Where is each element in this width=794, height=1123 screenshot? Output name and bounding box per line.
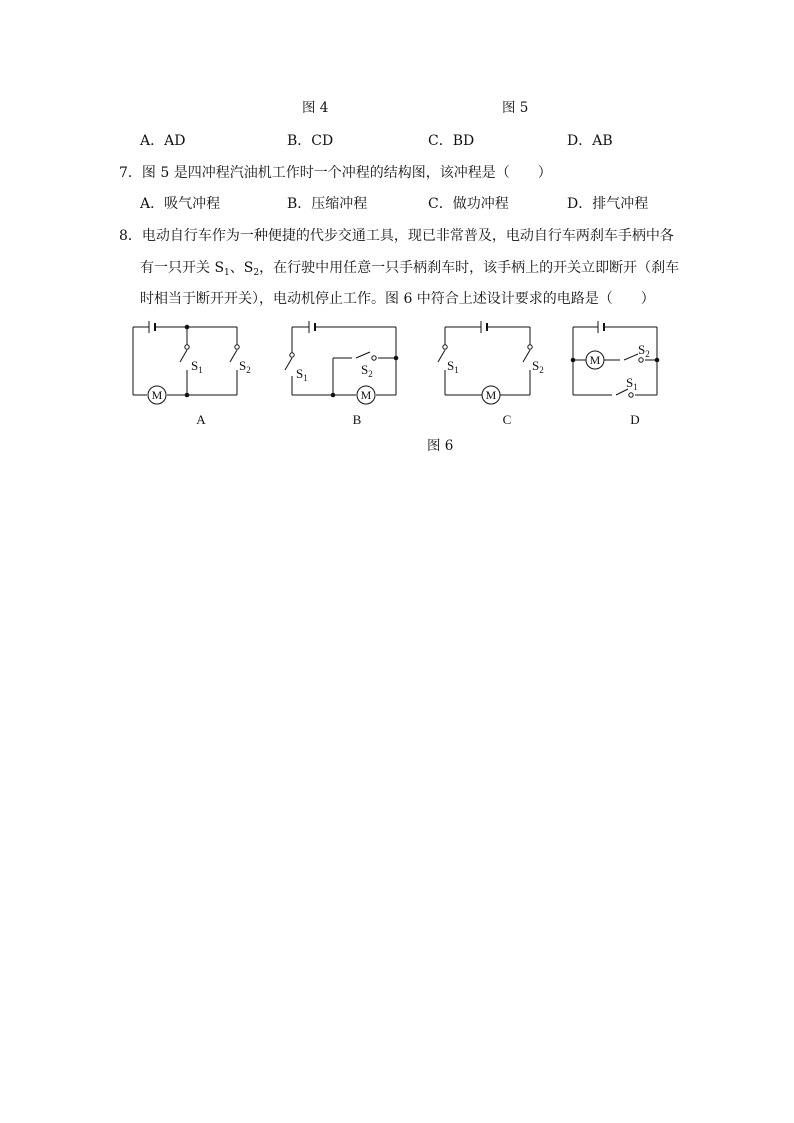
switch-s2-blade bbox=[523, 350, 530, 362]
circuit-b-label: B bbox=[352, 412, 362, 427]
junction-dot bbox=[571, 358, 576, 363]
figure-6-circuits bbox=[0, 0, 794, 470]
switch-s1-blade bbox=[180, 350, 187, 362]
motor-label: M bbox=[151, 388, 163, 402]
junction-dot bbox=[185, 325, 190, 330]
junction-dot bbox=[655, 358, 660, 363]
q6-option-c: C．BD bbox=[428, 133, 475, 149]
junction-dot bbox=[185, 393, 190, 398]
q6-option-d: D．AB bbox=[567, 133, 613, 149]
junction-dot bbox=[331, 393, 336, 398]
switch-s1-blade bbox=[438, 350, 445, 362]
q7-stem: 7．图 5 是四冲程汽油机工作时一个冲程的结构图，该冲程是（ ） bbox=[119, 165, 552, 181]
figure-4-caption: 图 4 bbox=[302, 100, 329, 116]
switch-s2-label: $S_2$ bbox=[361, 362, 373, 379]
switch-s2-label: $S_2$ bbox=[532, 358, 544, 375]
circuit-b bbox=[285, 321, 396, 404]
switch-s2-blade bbox=[230, 350, 237, 362]
q8-line-2-part-c: ，在行驶中用任意一只手柄刹车时，该手柄上的开关立即断开（刹车 bbox=[259, 260, 680, 276]
q8-s1-subscript: 1 bbox=[224, 268, 230, 278]
q8-line-2-part-b: 、S bbox=[229, 260, 254, 276]
switch-s2-blade bbox=[624, 354, 638, 360]
q8-line-1: 8．电动自行车作为一种便捷的代步交通工具，现已非常普及，电动自行车两刹车手柄中各 bbox=[119, 228, 674, 244]
q7-option-a: A．吸气冲程 bbox=[140, 196, 221, 212]
motor-label: M bbox=[589, 353, 601, 367]
switch-s1-label: $S_1$ bbox=[626, 375, 638, 392]
switch-s2-label: $S_2$ bbox=[638, 342, 650, 359]
q8-line-3: 时相当于断开开关），电动机停止工作。图 6 中符合上述设计要求的电路是（ ） bbox=[140, 291, 655, 307]
motor-label: M bbox=[485, 388, 497, 402]
switch-s1-label: $S_1$ bbox=[296, 366, 308, 383]
motor-label: M bbox=[360, 388, 372, 402]
circuit-a-label: A bbox=[196, 412, 206, 427]
q7-option-d: D．排气冲程 bbox=[567, 196, 649, 212]
switch-s1-label: $S_1$ bbox=[447, 358, 459, 375]
circuit-d-label: D bbox=[630, 412, 640, 427]
switch-s1-blade bbox=[285, 358, 292, 370]
switch-s1-label: $S_1$ bbox=[191, 358, 203, 375]
q8-line-2-part-a: 有一只开关 S bbox=[140, 260, 225, 276]
figure-5-caption: 图 5 bbox=[502, 100, 529, 116]
junction-dot bbox=[394, 356, 399, 361]
q6-option-b: B．CD bbox=[287, 133, 334, 149]
q7-option-c: C．做功冲程 bbox=[428, 196, 509, 212]
q7-option-b: B．压缩冲程 bbox=[287, 196, 368, 212]
circuit-a bbox=[133, 321, 237, 404]
figure-6-caption: 图 6 bbox=[427, 438, 454, 454]
q6-option-a: A．AD bbox=[140, 133, 186, 149]
q8-s2-subscript: 2 bbox=[253, 268, 260, 278]
switch-s2-blade bbox=[356, 352, 370, 358]
circuit-c-label: C bbox=[502, 412, 512, 427]
switch-s2-label: $S_2$ bbox=[239, 358, 251, 375]
